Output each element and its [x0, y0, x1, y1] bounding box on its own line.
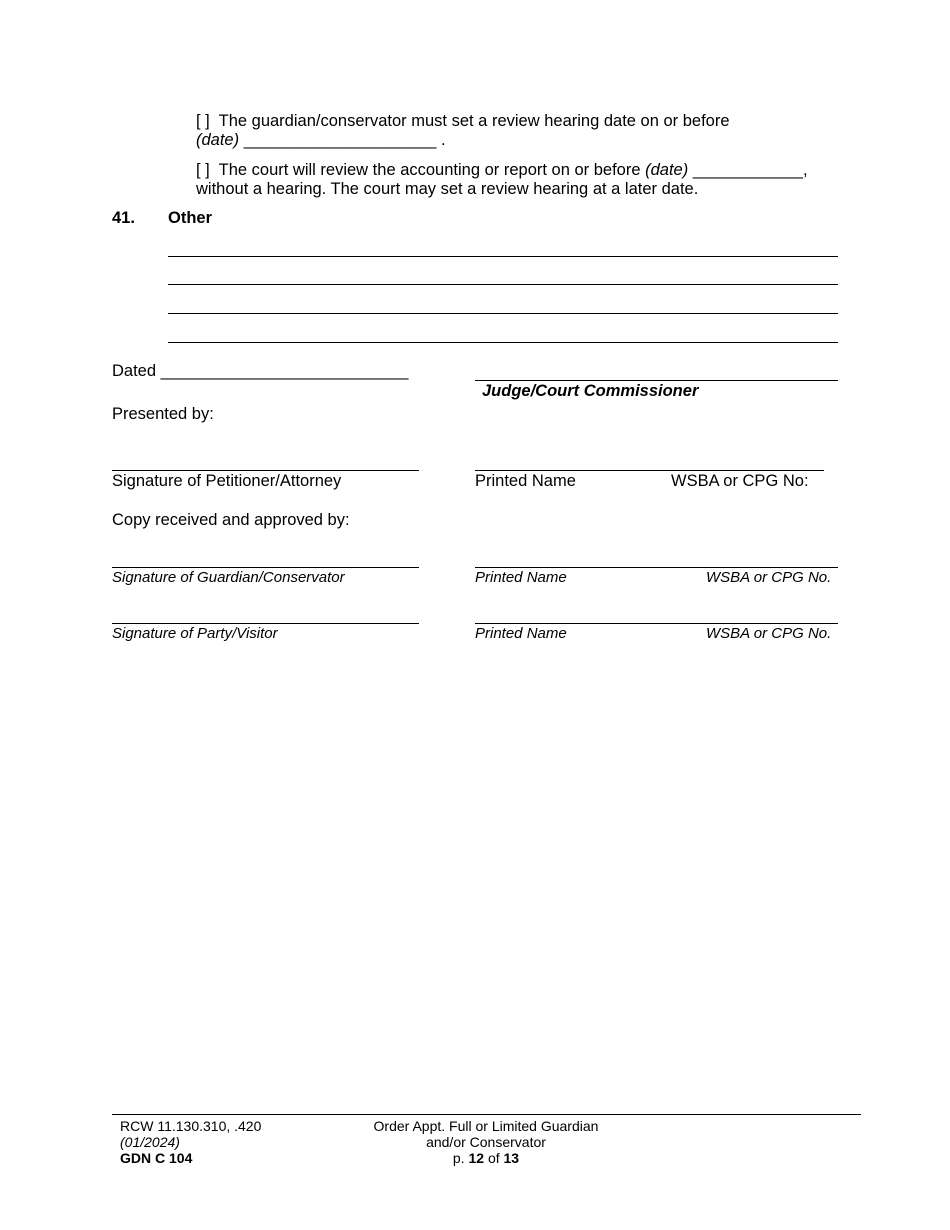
- petitioner-printed-name-line[interactable]: [475, 470, 824, 471]
- checkbox-review-no-hearing[interactable]: [ ]: [196, 161, 210, 179]
- printed-name-label: Printed Name: [475, 472, 576, 490]
- review-no-hearing-text: The court will review the accounting or report on or before: [218, 161, 641, 179]
- section-title: Other: [168, 209, 213, 227]
- page-prefix: p.: [452, 1150, 465, 1166]
- judge-label: Judge/Court Commissioner: [482, 382, 699, 400]
- checkbox-review-hearing[interactable]: [ ]: [196, 112, 210, 130]
- dated-blank[interactable]: ___________________________: [160, 362, 409, 380]
- guardian-signature-label: Signature of Guardian/Conservator: [112, 569, 345, 586]
- footer-page-number: [336, 1150, 636, 1167]
- review-hearing-date-field[interactable]: _____________________: [243, 131, 437, 149]
- presented-by-label: Presented by:: [112, 405, 214, 423]
- petitioner-signature-line[interactable]: [112, 470, 419, 471]
- review-hearing-date-line: [196, 131, 446, 150]
- page-current: 12: [468, 1150, 485, 1166]
- other-line-2[interactable]: [168, 284, 838, 285]
- judge-signature-line[interactable]: [475, 380, 838, 381]
- wsba-label: WSBA or CPG No:: [671, 472, 809, 490]
- review-option-no-hearing: [196, 161, 808, 180]
- footer-divider: [112, 1114, 861, 1115]
- footer-form-id: GDN C 104: [120, 1150, 193, 1166]
- other-line-1[interactable]: [168, 256, 838, 257]
- guardian-signature-line[interactable]: [112, 567, 419, 568]
- footer-title-line2: and/or Conservator: [426, 1134, 546, 1150]
- party-printed-name-label: Printed Name: [475, 625, 567, 642]
- date-label: (date): [196, 131, 240, 149]
- party-wsba-label: WSBA or CPG No.: [706, 625, 832, 642]
- dated-label: Dated: [112, 362, 157, 380]
- page-of: of: [487, 1150, 500, 1166]
- party-signature-line[interactable]: [112, 623, 419, 624]
- review-no-hearing-date-field[interactable]: ____________,: [692, 161, 808, 179]
- guardian-printed-name-label: Printed Name: [475, 569, 567, 586]
- section-number: 41.: [112, 209, 135, 227]
- period: .: [441, 131, 446, 149]
- review-no-hearing-line2: without a hearing. The court may set a review hearing at a later date.: [196, 180, 699, 198]
- petitioner-signature-label: Signature of Petitioner/Attorney: [112, 472, 342, 490]
- guardian-printed-name-line[interactable]: [475, 567, 838, 568]
- guardian-wsba-label: WSBA or CPG No.: [706, 569, 832, 586]
- footer-revision: (01/2024): [120, 1134, 180, 1150]
- copy-received-label: Copy received and approved by:: [112, 511, 350, 529]
- party-signature-label: Signature of Party/Visitor: [112, 625, 278, 642]
- dated-field: [112, 362, 408, 381]
- other-line-3[interactable]: [168, 313, 838, 314]
- review-hearing-text: The guardian/conservator must set a review hearing date on or before: [218, 112, 730, 130]
- date-label: (date): [645, 161, 689, 179]
- page-total: 13: [503, 1150, 520, 1166]
- review-option-hearing: [196, 112, 730, 131]
- other-line-4[interactable]: [168, 342, 838, 343]
- party-printed-name-line[interactable]: [475, 623, 838, 624]
- footer-rcw: RCW 11.130.310, .420: [120, 1118, 262, 1134]
- footer-title-line1: Order Appt. Full or Limited Guardian: [373, 1118, 599, 1134]
